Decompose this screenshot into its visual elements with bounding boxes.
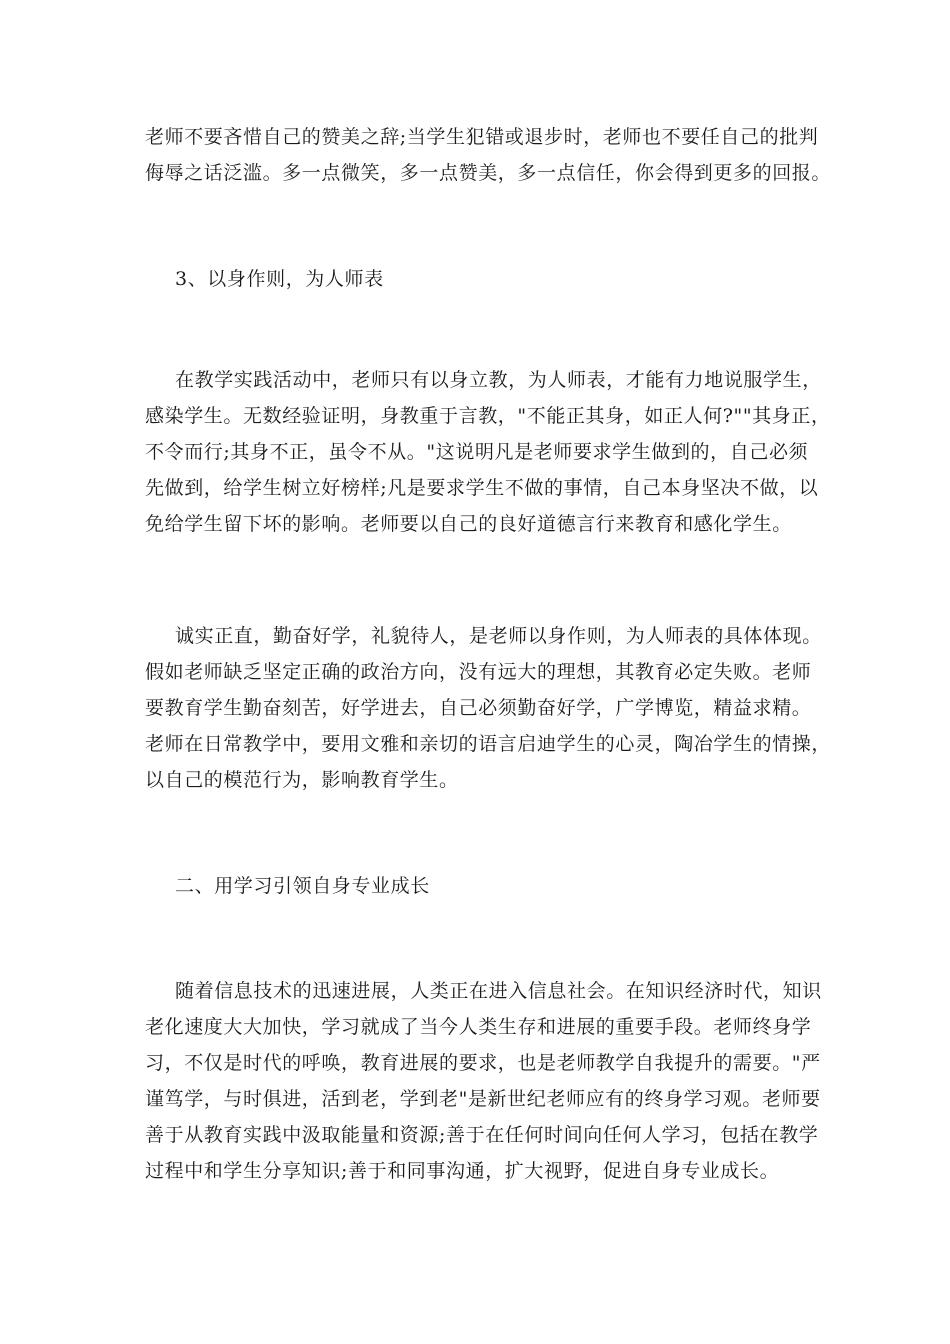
paragraph-line: 谨笃学，与时俱进，活到老，学到老"是新世纪老师应有的终身学习观。老师要 bbox=[145, 1088, 821, 1110]
paragraph-line: 随着信息技术的迅速进展，人类正在进入信息社会。在知识经济时代，知识 bbox=[175, 980, 822, 1002]
paragraph-lead-by-example bbox=[145, 362, 831, 542]
paragraph-line: 以自己的模范行为，影响教育学生。 bbox=[145, 769, 459, 791]
paragraph-line: 老化速度大大加快，学习就成了当今人类生存和进展的重要手段。老师终身学 bbox=[145, 1016, 812, 1038]
paragraph-line: 老师不要吝惜自己的赞美之辞;当学生犯错或退步时，老师也不要任自己的批判 bbox=[145, 126, 819, 148]
paragraph-continuation bbox=[145, 119, 832, 191]
paragraph-line: 假如老师缺乏坚定正确的政治方向，没有远大的理想，其教育必定失败。老师 bbox=[145, 661, 812, 683]
paragraph-line: 不令而行;其身不正，虽令不从。"这说明凡是老师要求学生做到的，自己必须 bbox=[145, 441, 809, 463]
section-heading-two bbox=[145, 868, 815, 904]
paragraph-honesty bbox=[145, 618, 832, 798]
paragraph-line: 免给学生留下坏的影响。老师要以自己的良好道德言行来教育和感化学生。 bbox=[145, 513, 792, 535]
paragraph-line: 先做到，给学生树立好榜样;凡是要求学生不做的事情，自己本身坚决不做，以 bbox=[145, 477, 819, 499]
paragraph-line: 要教育学生勤奋刻苦，好学进去，自己必须勤奋好学，广学博览，精益求精。 bbox=[145, 697, 812, 719]
paragraph-line: 侮辱之话泛滥。多一点微笑，多一点赞美，多一点信任，你会得到更多的回报。 bbox=[145, 162, 832, 184]
paragraph-line: 习，不仅是时代的呼唤，教育进展的要求，也是老师教学自我提升的需要。"严 bbox=[145, 1052, 821, 1074]
paragraph-line: 过程中和学生分享知识;善于和同事沟通，扩大视野，促进自身专业成长。 bbox=[145, 1160, 780, 1182]
paragraph-line: 善于从教育实践中汲取能量和资源;善于在任何时间向任何人学习，包括在教学 bbox=[145, 1124, 819, 1146]
paragraph-line: 感染学生。无数经验证明，身教重于言教，"不能正其身，如正人何?""其身正， bbox=[145, 405, 831, 427]
paragraph-line: 在教学实践活动中，老师只有以身立教，为人师表，才能有力地说服学生， bbox=[175, 369, 822, 391]
paragraph-learning bbox=[145, 973, 822, 1189]
paragraph-line: 老师在日常教学中，要用文雅和亲切的语言启迪学生的心灵，陶冶学生的情操， bbox=[145, 733, 832, 755]
heading-text: 二、用学习引领自身专业成长 bbox=[175, 875, 430, 897]
section-heading-3 bbox=[145, 261, 815, 297]
heading-text: 3、以身作则，为人师表 bbox=[175, 268, 384, 290]
paragraph-line: 诚实正直，勤奋好学，礼貌待人，是老师以身作则，为人师表的具体体现。 bbox=[175, 625, 822, 647]
